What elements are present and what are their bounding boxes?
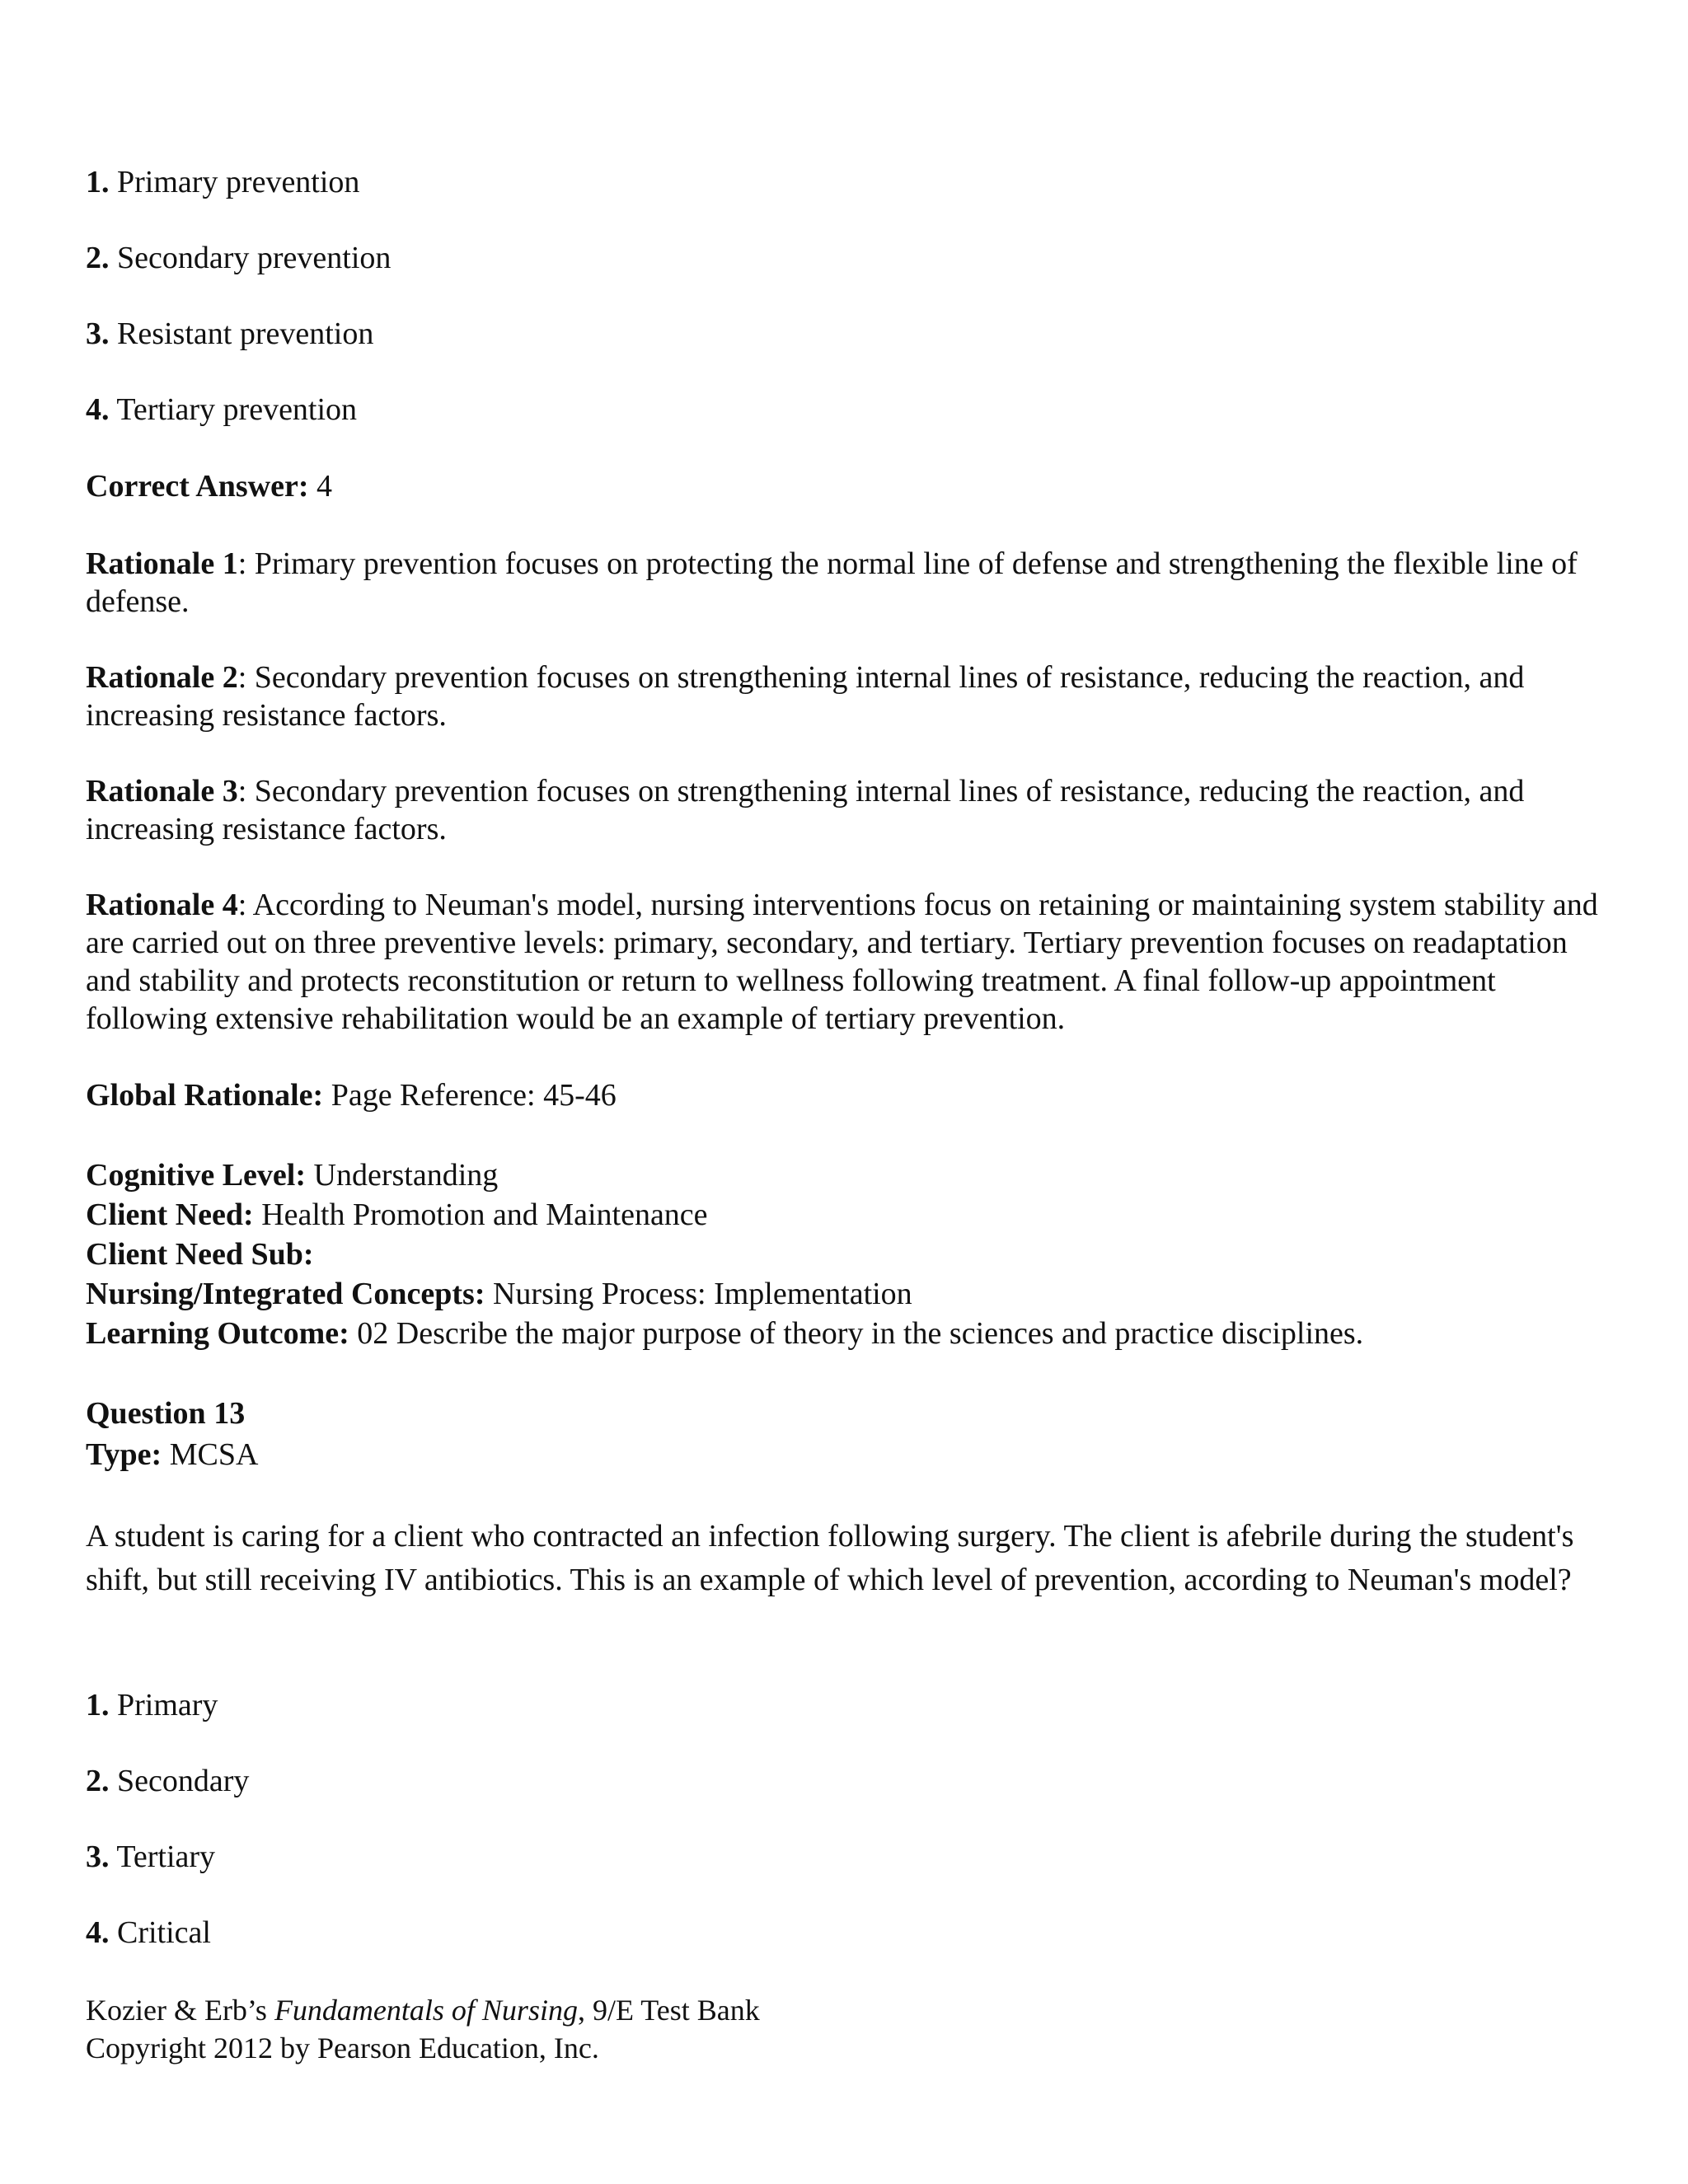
rationale-3: Rationale 3: Secondary prevention focuses on strengthening internal lines of resistance, reducing the reaction, and increasing resistance factors. [86,774,1525,846]
q13-option-2: 2. Secondary [86,1764,250,1798]
rationale-4: Rationale 4: According to Neuman's model, nursing interventions focus on retaining or maintaining system stability and are carried out on three preventive levels: primary, secondary, and tertiary. Tertiary prevention focuses on readaptation and stability and protects reconstitution or return to wellness following treatment. A final follow-up appointment following extensive rehabilitation would be an example of tertiary prevention. [86,888,1598,1036]
question-stem: A student is caring for a client who contracted an infection following surgery. The client is afebrile during the student's shift, but still receiving IV antibiotics. This is an example of which level of prevention, according to Neuman's model? [86,1519,1574,1597]
client-need: Client Need: Health Promotion and Maintenance [86,1197,708,1232]
question-type: Type: MCSA [86,1437,259,1472]
option-1: 1. Primary prevention [86,165,360,199]
rationale-1: Rationale 1: Primary prevention focuses on protecting the normal line of defense and strengthening the flexible line of defense. [86,546,1578,619]
footer-book: Kozier & Erb’s Fundamentals of Nursing, 9/E Test Bank [86,1994,760,2027]
document-page [86,0,1602,2184]
q13-option-4: 4. Critical [86,1915,211,1950]
rationale-2: Rationale 2: Secondary prevention focuses on strengthening internal lines of resistance, reducing the reaction, and increasing resistance factors. [86,660,1525,733]
learning-outcome: Learning Outcome: 02 Describe the major purpose of theory in the sciences and practice disciplines. [86,1316,1364,1351]
cognitive-level: Cognitive Level: Understanding [86,1158,499,1193]
client-need-sub: Client Need Sub: [86,1237,314,1272]
option-4: 4. Tertiary prevention [86,392,358,427]
global-rationale: Global Rationale: Page Reference: 45-46 [86,1078,617,1113]
nursing-integrated-concepts: Nursing/Integrated Concepts: Nursing Process: Implementation [86,1277,912,1311]
option-3: 3. Resistant prevention [86,316,374,351]
question-title: Question 13 [86,1396,246,1431]
q13-option-1: 1. Primary [86,1688,218,1722]
correct-answer: Correct Answer: 4 [86,469,332,504]
q13-option-3: 3. Tertiary [86,1840,216,1874]
footer-copyright: Copyright 2012 by Pearson Education, Inc. [86,2032,599,2064]
option-2: 2. Secondary prevention [86,241,392,275]
